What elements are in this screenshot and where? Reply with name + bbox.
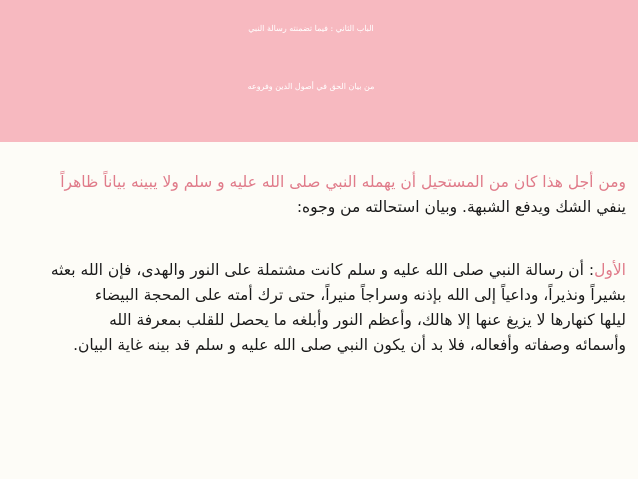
first-point-line-2: بشيراً ونذيراً، وداعياً إلى الله بإذنه وسراجاً منيراً، حتى ترك أمته على المحجة البيضاء	[94, 286, 626, 304]
intro-line-2: ينفي الشك ويدفع الشبهة. وبيان استحالته من وجوه:	[296, 198, 626, 216]
first-point-line-4: وأسمائه وصفاته وأفعاله، فلا بد أن يكون النبي صلى الله عليه و سلم قد بينه غاية البيان.	[73, 336, 626, 354]
title-band	[0, 0, 638, 142]
first-point-line-1	[14, 258, 626, 283]
slide-title-line-2: من بيان الحق في أصول الدين وفروعه	[247, 82, 375, 91]
paragraph-first-point	[14, 258, 626, 358]
paragraph-intro	[14, 170, 626, 220]
first-point-line-1-text: : أن رسالة النبي صلى الله عليه و سلم كانت مشتملة على النور والهدى، فإن الله بعثه	[50, 261, 595, 279]
first-point-line-3: ليلها كنهارها لا يزيغ عنها إلا هالك، وأعظم النور وأبلغه ما يحصل للقلب بمعرفة الله	[109, 311, 626, 329]
intro-line-1: ومن أجل هذا كان من المستحيل أن يهمله النبي صلى الله عليه و سلم ولا يبينه بياناً ظاهراً	[60, 173, 626, 191]
slide-title-line-1: الباب الثاني : فيما تضمنته رسالة النبي	[248, 24, 374, 33]
first-point-heading: الأول	[594, 261, 626, 279]
